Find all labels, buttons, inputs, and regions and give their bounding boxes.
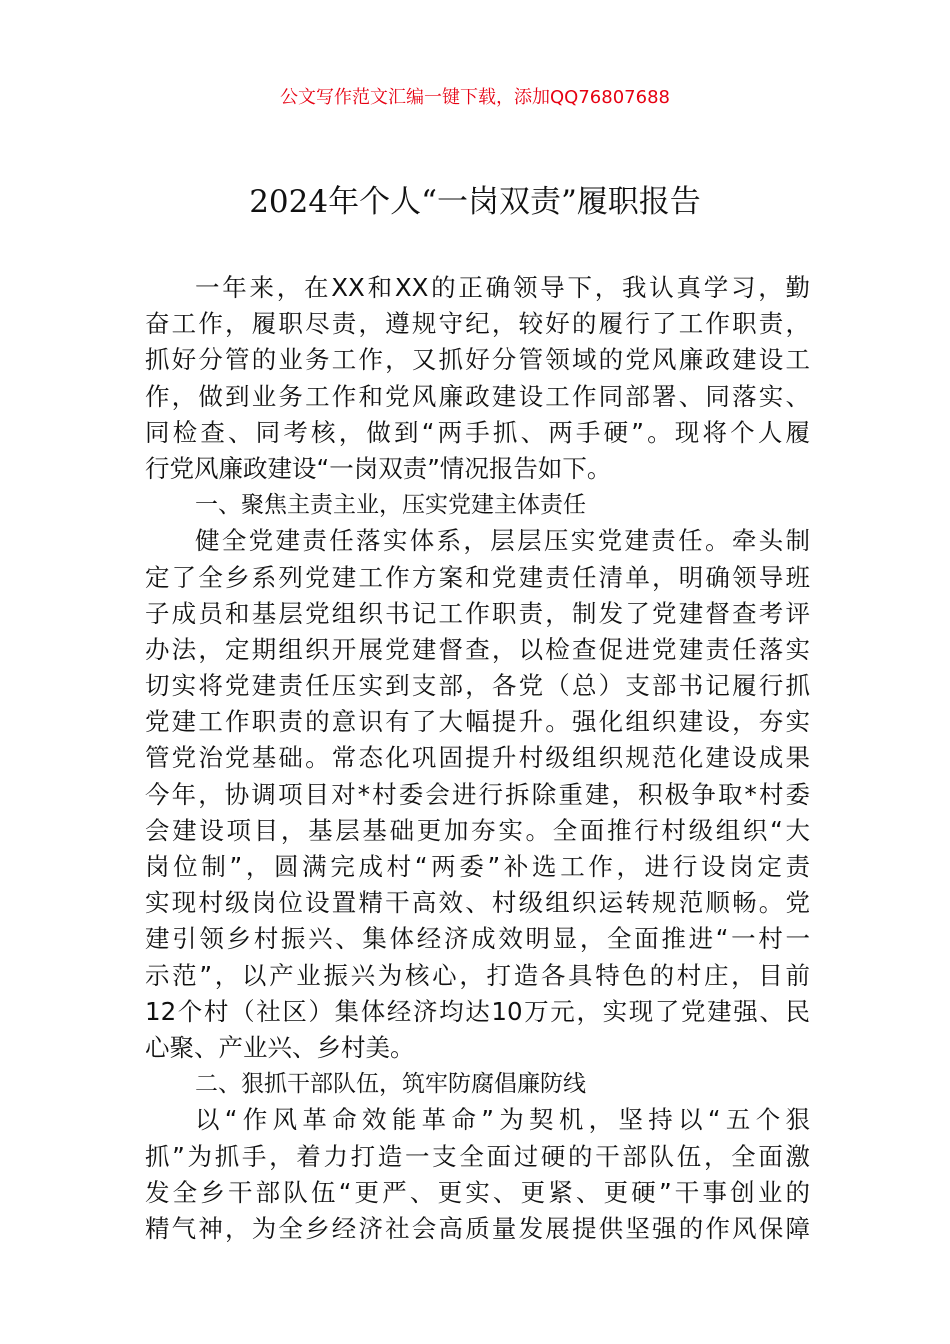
paragraph-line: 奋工作，履职尽责，遵规守纪，较好的履行了工作职责，	[145, 309, 810, 339]
paragraph-line: 会建设项目，基层基础更加夯实。全面推行村级组织“大	[145, 815, 810, 845]
paragraph-line: 发全乡干部队伍“更严、更实、更紧、更硬”干事创业的	[145, 1177, 810, 1207]
paragraph-line: 12个村（社区）集体经济均达10万元，实现了党建强、民	[145, 996, 810, 1026]
document-body	[145, 270, 810, 1247]
paragraph-line: 定了全乡系列党建工作方案和党建责任清单，明确领导班	[145, 562, 810, 592]
paragraph-line: 子成员和基层党组织书记工作职责，制发了党建督查考评	[145, 598, 810, 628]
paragraph-line: 示范”，以产业振兴为核心，打造各具特色的村庄，目前	[145, 960, 810, 990]
paragraph-line: 切实将党建责任压实到支部，各党（总）支部书记履行抓	[145, 671, 810, 701]
paragraph-line: 管党治党基础。常态化巩固提升村级组织规范化建设成果	[145, 743, 810, 773]
paragraph-line: 党建工作职责的意识有了大幅提升。强化组织建设，夯实	[145, 707, 810, 737]
paragraph-line: 以“作风革命效能革命”为契机，坚持以“五个狠	[195, 1105, 810, 1135]
paragraph-line: 一年来，在XX和XX的正确领导下，我认真学习，勤	[195, 273, 810, 302]
paragraph-line: 行党风廉政建设“一岗双责”情况报告如下。	[145, 453, 612, 483]
paragraph-line: 抓好分管的业务工作，又抓好分管领域的党风廉政建设工	[145, 345, 810, 375]
paragraph-line: 作，做到业务工作和党风廉政建设工作同部署、同落实、	[145, 381, 810, 411]
paragraph-line: 办法，定期组织开展党建督查，以检查促进党建责任落实	[145, 634, 810, 664]
paragraph-line: 同检查、同考核，做到“两手抓、两手硬”。现将个人履	[145, 417, 810, 447]
paragraph-line: 实现村级岗位设置精干高效、村级组织运转规范顺畅。党	[145, 888, 810, 918]
paragraph-line: 精气神，为全乡经济社会高质量发展提供坚强的作风保障	[145, 1213, 810, 1243]
section-heading-2: 二、狠抓干部队伍，筑牢防腐倡廉防线	[195, 1071, 586, 1098]
paragraph-line: 健全党建责任落实体系，层层压实党建责任。牵头制	[195, 526, 810, 556]
paragraph-line: 今年，协调项目对*村委会进行拆除重建，积极争取*村委	[145, 779, 810, 809]
document-title: 2024年个人“一岗双责”履职报告	[249, 184, 701, 220]
paragraph-line: 心聚、产业兴、乡村美。	[145, 1032, 415, 1062]
paragraph-line: 抓”为抓手，着力打造一支全面过硬的干部队伍，全面激	[145, 1141, 810, 1171]
paragraph-line: 建引领乡村振兴、集体经济成效明显，全面推进“一村一	[145, 924, 810, 954]
paragraph-line: 岗位制”，圆满完成村“两委”补选工作，进行设岗定责	[145, 852, 810, 881]
download-banner: 公文写作范文汇编一键下载，添加QQ76807688	[280, 87, 670, 108]
section-heading-1: 一、聚焦主责主业，压实党建主体责任	[195, 492, 586, 519]
